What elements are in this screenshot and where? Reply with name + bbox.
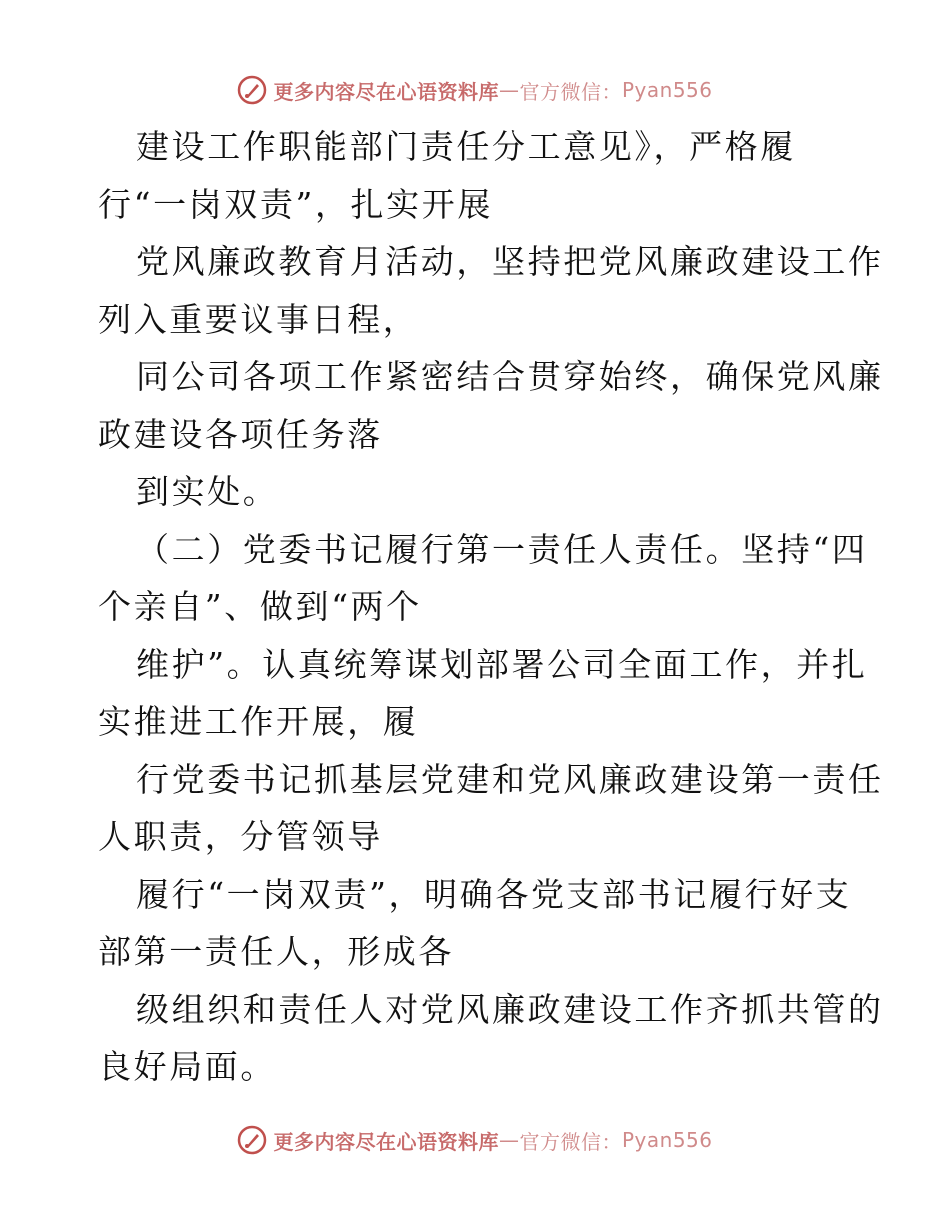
text-line: 人职责，分管领导 (98, 817, 383, 856)
text-line: 建设工作职能部门责任分工意见》，严格履 (136, 127, 796, 166)
text-line: 列入重要议事日程， (98, 299, 419, 339)
text-line: 同公司各项工作紧密结合贯穿始终，确保党风廉 (136, 357, 884, 396)
watermark-handle: Pyan556 (621, 1128, 713, 1152)
text-line: 党风廉政教育月活动，坚持把党风廉政建设工作 (136, 242, 884, 281)
watermark-separator: — (498, 1128, 520, 1152)
header-watermark (0, 70, 950, 110)
text-line: 履行“一岗双责”，明确各党支部书记履行好支 (136, 874, 852, 914)
text-line: 行“一岗双责”，扎实开展 (98, 184, 493, 224)
watermark-sub-text: 官方微信： (519, 1129, 622, 1154)
text-line: 部第一责任人，形成各 (98, 932, 454, 971)
watermark-separator: — (498, 78, 520, 102)
text-line: 维护”。认真统筹谋划部署公司全面工作，并扎 (136, 644, 868, 684)
text-line: 良好局面。 (98, 1047, 276, 1086)
text-line: 级组织和责任人对党风廉政建设工作齐抓共管的 (136, 989, 884, 1029)
text-line: 政建设各项任务落 (98, 414, 383, 454)
text-line: 实推进工作开展，履 (98, 702, 419, 741)
document-body (98, 118, 884, 1096)
text-line: （二）党委书记履行第一责任人责任。坚持“四 (136, 529, 868, 569)
watermark-main-text: 更多内容尽在心语资料库 (273, 79, 499, 104)
text-line: 到实处。 (136, 472, 279, 511)
watermark-sub-text: 官方微信： (519, 79, 622, 104)
quill-logo-icon (237, 1125, 267, 1155)
watermark-main-text: 更多内容尽在心语资料库 (273, 1129, 499, 1154)
footer-watermark (0, 1120, 950, 1160)
text-line: 个亲自”、做到“两个 (98, 587, 422, 626)
quill-logo-icon (237, 75, 267, 105)
watermark-handle: Pyan556 (621, 78, 713, 102)
text-line: 行党委书记抓基层党建和党风廉政建设第一责任 (136, 759, 884, 799)
